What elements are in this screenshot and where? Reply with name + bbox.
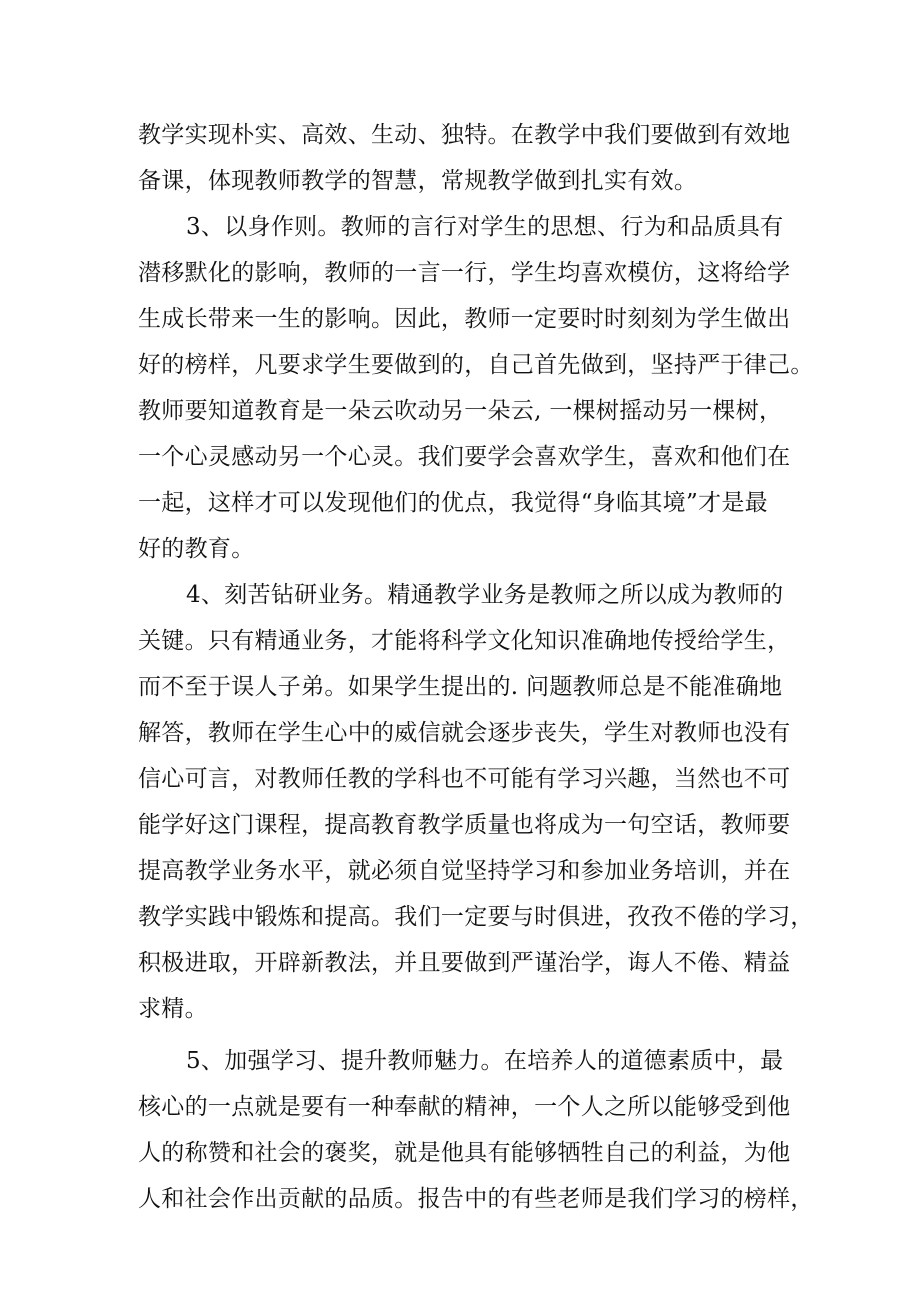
text-line: 好的榜样，凡要求学生要做到的，自己首先做到，坚持严于律己。 [138, 352, 814, 378]
text-line: 一起，这样才可以发现他们的优点，我觉得“身临其境”才是最 [138, 490, 768, 516]
text-line: 教师要知道教育是一朵云吹动另一朵云, 一棵树摇动另一棵树， [138, 398, 783, 424]
text-line: 人的称赞和社会的褒奖，就是他具有能够牺牲自己的利益，为他 [138, 1140, 791, 1166]
text-line: 关键。只有精通业务，才能将科学文化知识准确地传授给学生， [138, 628, 791, 654]
paragraph-lead-by-example [138, 204, 814, 572]
text-line: 教学实现朴实、高效、生动、独特。在教学中我们要做到有效地 [138, 122, 791, 148]
text-line: 积极进取，开辟新教法，并且要做到严谨治学，诲人不倦、精益 [138, 950, 791, 976]
text-line: 好的教育。 [138, 536, 255, 562]
text-line: 备课，体现教师教学的智慧，常规教学做到扎实有效。 [138, 168, 698, 194]
text-line: 5、加强学习、提升教师魅力。在培养人的道德素质中，最 [186, 1048, 784, 1074]
paragraph-continuation [138, 112, 798, 204]
text-line: 能学好这门课程，提高教育教学质量也将成为一句空话，教师要 [138, 812, 791, 838]
text-line: 生成长带来一生的影响。因此，教师一定要时时刻刻为学生做出 [138, 306, 791, 332]
text-line: 一个心灵感动另一个心灵。我们要学会喜欢学生，喜欢和他们在 [138, 444, 791, 470]
text-line: 潜移默化的影响，教师的一言一行，学生均喜欢模仿，这将给学 [138, 260, 791, 286]
text-line: 教学实践中锻炼和提高。我们一定要与时俱进，孜孜不倦的学习， [138, 904, 814, 930]
text-line: 3、以身作则。教师的言行对学生的思想、行为和品质具有 [186, 214, 784, 240]
paragraph-study-business [138, 572, 814, 1032]
text-line: 人和社会作出贡献的品质。报告中的有些老师是我们学习的榜样， [138, 1186, 814, 1212]
document-body [138, 112, 814, 1222]
text-line: 提高教学业务水平，就必须自觉坚持学习和参加业务培训，并在 [138, 858, 791, 884]
text-line: 解答，教师在学生心中的威信就会逐步丧失，学生对教师也没有 [138, 720, 791, 746]
text-line: 而不至于误人子弟。如果学生提出的. 问题教师总是不能准确地 [138, 674, 783, 700]
text-line: 求精。 [138, 996, 208, 1022]
paragraph-strengthen-learning [138, 1038, 814, 1222]
text-line: 核心的一点就是要有一种奉献的精神，一个人之所以能够受到他 [138, 1094, 791, 1120]
text-line: 4、刻苦钻研业务。精通教学业务是教师之所以成为教师的 [186, 582, 784, 608]
text-line: 信心可言，对教师任教的学科也不可能有学习兴趣，当然也不可 [138, 766, 791, 792]
